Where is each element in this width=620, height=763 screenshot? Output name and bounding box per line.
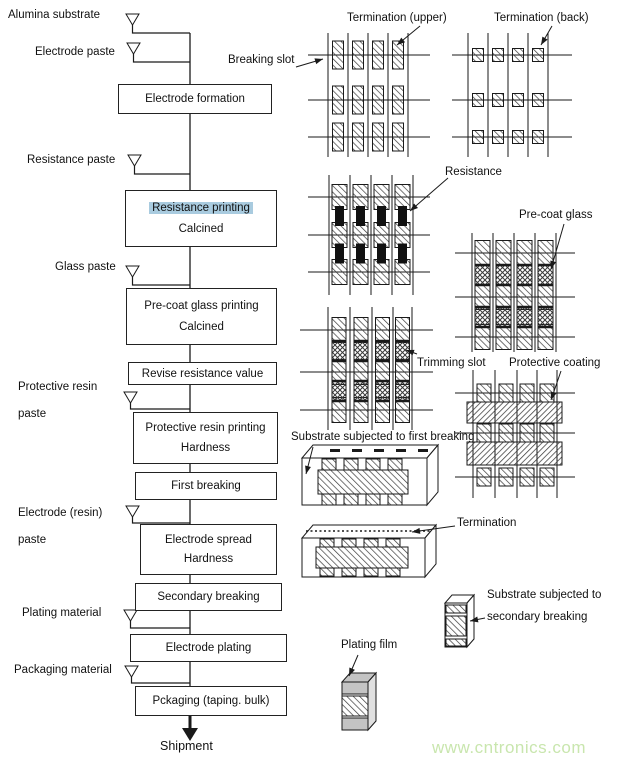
annotation-protective-coating: Protective coating: [509, 357, 601, 369]
input-label-alumina-substrate: Alumina substrate: [8, 9, 101, 21]
substrate-first-breaking-3d: [302, 445, 438, 505]
step-first-breaking: [135, 472, 277, 500]
step-label: First breaking: [171, 480, 241, 492]
input-label-electrode-resin: Electrode (resin): [18, 507, 103, 519]
step-electrode-plating: [130, 634, 287, 662]
step-label: Protective resin printing: [145, 422, 266, 435]
input-label-protective-resin-2: paste: [18, 408, 47, 420]
grid-termination-back: [452, 33, 572, 157]
step-electrode-formation: [118, 84, 272, 114]
step-precoat-glass-printing: [126, 288, 277, 345]
step-label: Electrode plating: [165, 642, 252, 654]
step-label: Secondary breaking: [157, 591, 260, 603]
annotation-plating-film: Plating film: [341, 639, 398, 651]
grid-termination-upper: [308, 33, 430, 157]
step-label: Electrode formation: [145, 93, 245, 105]
watermark: www.cntronics.com: [432, 738, 586, 757]
annotation-termination: Termination: [457, 517, 517, 529]
grid-resistance: [308, 175, 430, 295]
step-revise-resistance-value: [128, 362, 277, 385]
input-label-protective-resin: Protective resin: [18, 381, 98, 393]
annotation-trimming-slot: Trimming slot: [417, 357, 486, 369]
input-label-glass-paste: Glass paste: [55, 261, 116, 273]
annotation-substrate-first-breaking: Substrate subjected to first breaking: [291, 431, 475, 443]
annotation-termination-back: Termination (back): [494, 12, 589, 24]
shipment-label: Shipment: [160, 739, 213, 753]
input-label-electrode-resin-2: paste: [18, 534, 47, 546]
input-label-electrode-paste: Electrode paste: [35, 46, 115, 58]
step-protective-resin-printing: [133, 412, 278, 464]
step-label: Pckaging (taping. bulk): [152, 695, 270, 707]
step-secondary-breaking: [135, 583, 282, 611]
annotation-precoat-glass: Pre-coat glass: [519, 209, 593, 221]
step-label-highlighted: Resistance printing: [149, 202, 253, 214]
step-label: Electrode spread: [165, 534, 252, 546]
step-sublabel: Calcined: [178, 223, 224, 235]
step-electrode-spread: [140, 524, 277, 575]
step-sublabel: Hardness: [183, 553, 234, 565]
step-label: Revise resistance value: [141, 367, 264, 380]
step-sublabel: Hardness: [180, 441, 231, 454]
plating-film-chip-3d: [342, 673, 376, 730]
annotation-resistance: Resistance: [445, 166, 502, 178]
annotation-substrate-secondary-1: Substrate subjected to: [487, 589, 602, 601]
step-sublabel: Calcined: [179, 321, 224, 333]
grid-trimming: [300, 307, 433, 430]
annotation-breaking-slot: Breaking slot: [228, 54, 295, 66]
input-label-plating-material: Plating material: [22, 607, 102, 619]
step-label: Pre-coat glass printing: [144, 300, 259, 312]
step-packaging: [135, 686, 287, 716]
annotation-substrate-secondary-2: secondary breaking: [487, 611, 588, 623]
step-resistance-printing: [125, 190, 277, 247]
input-label-resistance-paste: Resistance paste: [27, 154, 116, 166]
secondary-breaking-chip-3d: [445, 595, 474, 647]
input-label-packaging-material: Packaging material: [14, 664, 112, 676]
annotation-termination-upper: Termination (upper): [347, 12, 447, 24]
grid-precoat-glass: [455, 233, 575, 352]
